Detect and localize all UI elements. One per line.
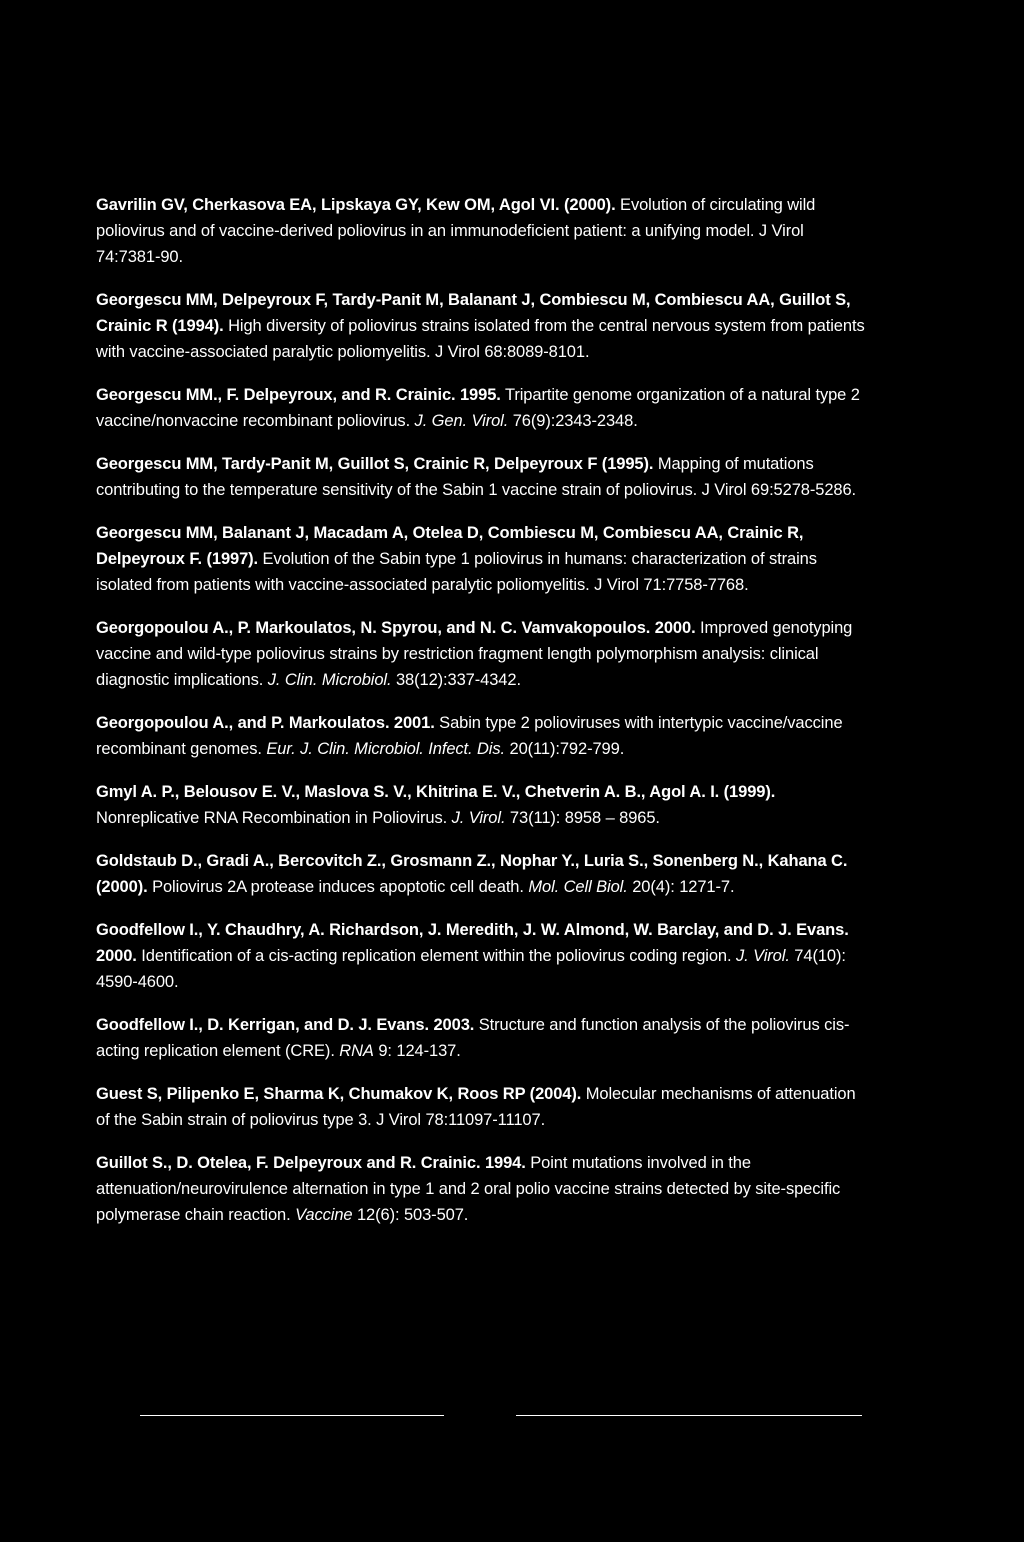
reference-text: Mapping of mutations contributing to the temperature sensitivity of the Sabin 1 vaccine strain of poliovirus. J Virol 69:5278-5286. [96, 455, 857, 499]
reference-text: Tripartite genome organization of a natural type 2 vaccine/nonvaccine recombinant poliovirus. [96, 386, 860, 430]
reference-text: 9: 124-137. [373, 1042, 461, 1060]
reference-entry [96, 451, 866, 503]
reference-authors: Guest S, Pilipenko E, Sharma K, Chumakov K, Roos RP (2004). [96, 1085, 582, 1103]
reference-entry [96, 779, 866, 831]
reference-entry [96, 382, 866, 434]
reference-authors: Georgescu MM, Balanant J, Macadam A, Otelea D, Combiescu M, Combiescu AA, Crainic R, Delpeyroux F. (1997). [96, 524, 804, 568]
footer-rule-right [516, 1415, 862, 1416]
reference-authors: Guillot S., D. Otelea, F. Delpeyroux and R. Crainic. 1994. [96, 1154, 526, 1172]
reference-text: Sabin type 2 polioviruses with intertypic vaccine/vaccine recombinant genomes. [96, 714, 843, 758]
reference-entry [96, 1150, 866, 1228]
reference-text: High diversity of poliovirus strains isolated from the central nervous system from patients with vaccine-associated paralytic poliomyelitis. J Virol 68:8089-8101. [96, 317, 865, 361]
reference-journal: J. Clin. Microbiol. [267, 671, 392, 689]
reference-text: Molecular mechanisms of attenuation of the Sabin strain of poliovirus type 3. J Virol 78:11097-11107. [96, 1085, 856, 1129]
reference-entry [96, 710, 866, 762]
reference-entry [96, 917, 866, 995]
reference-text: 76(9):2343-2348. [508, 412, 638, 430]
reference-text: 20(4): 1271-7. [627, 878, 735, 896]
reference-entry [96, 1081, 866, 1133]
reference-journal: Mol. Cell Biol. [528, 878, 628, 896]
reference-text: 73(11): 8958 – 8965. [505, 809, 660, 827]
reference-text: Improved genotyping vaccine and wild-type poliovirus strains by restriction fragment length polymorphism analysis: clinical diagnostic implications. [96, 619, 853, 689]
reference-text: 74(10): 4590-4600. [96, 947, 846, 991]
reference-authors: Georgescu MM., F. Delpeyroux, and R. Crainic. 1995. [96, 386, 501, 404]
reference-text: Poliovirus 2A protease induces apoptotic cell death. [147, 878, 529, 896]
reference-text: 12(6): 503-507. [352, 1206, 469, 1224]
reference-entry [96, 615, 866, 693]
reference-journal: RNA [339, 1042, 374, 1060]
reference-journal: J. Gen. Virol. [414, 412, 509, 430]
reference-journal: Vaccine [295, 1206, 353, 1224]
reference-entry [96, 848, 866, 900]
footer-rule-left [140, 1415, 444, 1416]
reference-authors: Georgescu MM, Delpeyroux F, Tardy-Panit M, Balanant J, Combiescu M, Combiescu AA, Guillot S, Crainic R (1994). [96, 291, 851, 335]
reference-text: Evolution of circulating wild poliovirus and of vaccine-derived poliovirus in an immunodeficient patient: a unifying model. J Virol 74:7381-90. [96, 196, 816, 266]
reference-journal: J. Virol. [451, 809, 506, 827]
reference-authors: Goodfellow I., D. Kerrigan, and D. J. Evans. 2003. [96, 1016, 475, 1034]
reference-text: Structure and function analysis of the poliovirus cis-acting replication element (CRE). [96, 1016, 850, 1060]
reference-text: Point mutations involved in the attenuation/neurovirulence alternation in type 1 and 2 oral polio vaccine strains detected by site-specific polymerase chain reaction. [96, 1154, 841, 1224]
reference-authors: Georgopoulou A., P. Markoulatos, N. Spyrou, and N. C. Vamvakopoulos. 2000. [96, 619, 696, 637]
reference-entry [96, 1012, 866, 1064]
reference-authors: Goldstaub D., Gradi A., Bercovitch Z., Grosmann Z., Nophar Y., Luria S., Sonenberg N., Kahana C. (2000). [96, 852, 848, 896]
reference-text: 38(12):337-4342. [391, 671, 521, 689]
reference-text: Identification of a cis-acting replication element within the poliovirus coding region. [136, 947, 736, 965]
reference-entry [96, 287, 866, 365]
reference-authors: Georgescu MM, Tardy-Panit M, Guillot S, Crainic R, Delpeyroux F (1995). [96, 455, 654, 473]
reference-entry [96, 192, 866, 270]
reference-journal: Eur. J. Clin. Microbiol. Infect. Dis. [266, 740, 506, 758]
reference-authors: Gavrilin GV, Cherkasova EA, Lipskaya GY, Kew OM, Agol VI. (2000). [96, 196, 616, 214]
reference-text: 20(11):792-799. [505, 740, 625, 758]
reference-text: Nonreplicative RNA Recombination in Poliovirus. [96, 809, 452, 827]
reference-authors: Gmyl A. P., Belousov E. V., Maslova S. V., Khitrina E. V., Chetverin A. B., Agol A. I. (1999). [96, 783, 776, 801]
reference-entry [96, 520, 866, 598]
reference-text: Evolution of the Sabin type 1 poliovirus in humans: characterization of strains isolated from patients with vaccine-associated paralytic poliomyelitis. J Virol 71:7758-7768. [96, 550, 817, 594]
reference-authors: Georgopoulou A., and P. Markoulatos. 2001. [96, 714, 435, 732]
reference-journal: J. Virol. [735, 947, 790, 965]
reference-list [96, 192, 866, 1245]
reference-authors: Goodfellow I., Y. Chaudhry, A. Richardson, J. Meredith, J. W. Almond, W. Barclay, and D. J. Evans. 2000. [96, 921, 849, 965]
